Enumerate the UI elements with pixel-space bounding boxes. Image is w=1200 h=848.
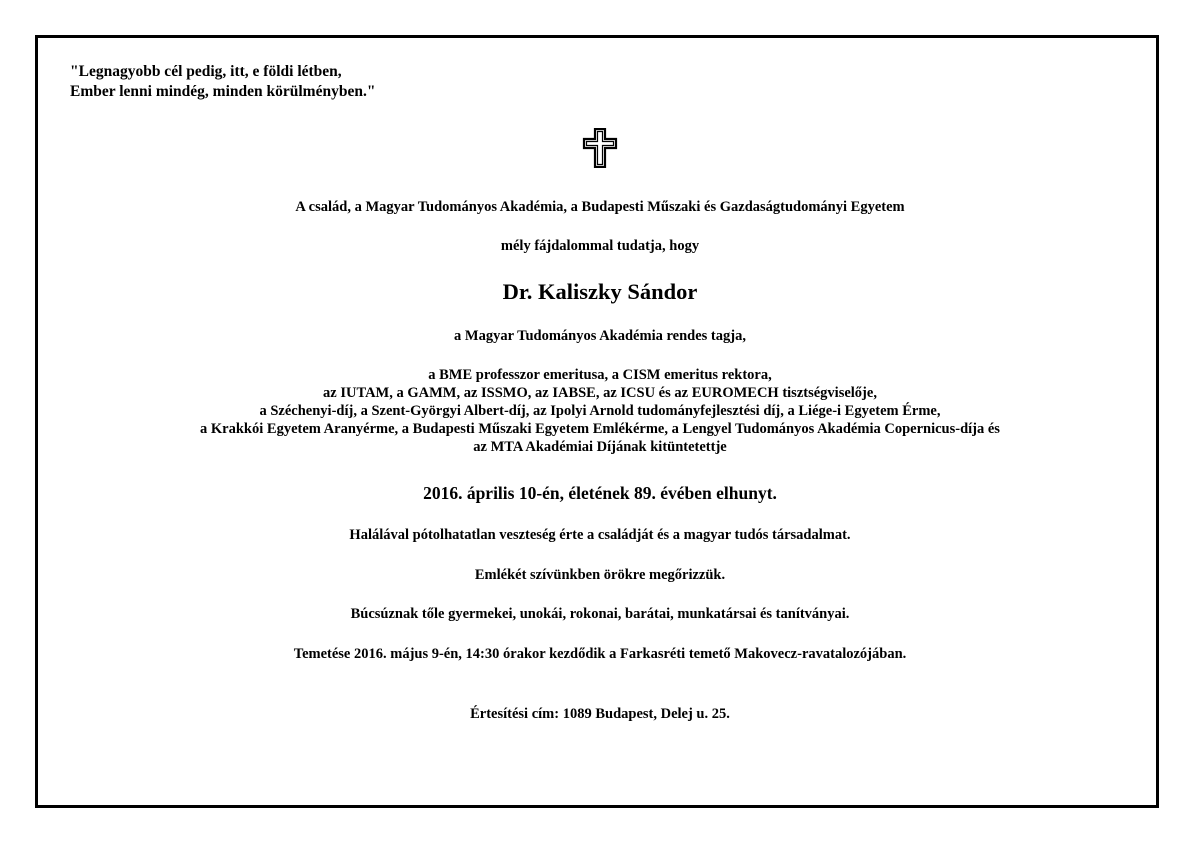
titles-line: a BME professzor emeritusa, a CISM emeritus rektora, [428, 367, 772, 383]
death-line: 2016. április 10-én, életének 89. évében elhunyt. [423, 483, 777, 503]
memory-line: Emlékét szívünkben örökre megőrizzük. [474, 567, 726, 583]
titles-line: az MTA Akadémiai Díjának kitüntetettje [473, 439, 727, 455]
address-line: Értesítési cím: 1089 Budapest, Delej u. 25. [470, 706, 730, 722]
motto-line-1: "Legnagyobb cél pedig, itt, e földi létben, [70, 63, 342, 80]
cross-icon [582, 128, 618, 168]
announce-line: mély fájdalommal tudatja, hogy [500, 238, 700, 254]
titles-line: a Széchenyi-díj, a Szent-Györgyi Albert-díj, az Ipolyi Arnold tudományfejlesztési díj, a Liége-i Egyetem Érme, [259, 403, 941, 419]
farewell-line: Búcsúznak tőle gyermekei, unokái, rokonai, barátai, munkatársai és tanítványai. [350, 606, 850, 622]
titles-block [0, 366, 1200, 456]
deceased-name: Dr. Kaliszky Sándor [502, 279, 698, 304]
motto-quote [70, 62, 375, 102]
loss-line: Halálával pótolhatatlan veszteség érte a családját és a magyar tudós társadalmat. [349, 527, 851, 543]
motto-line-2: Ember lenni mindég, minden körülményben." [70, 83, 376, 100]
announcers-line: A család, a Magyar Tudományos Akadémia, a Budapesti Műszaki és Gazdaságtudományi Egyetem [295, 199, 905, 215]
funeral-line: Temetése 2016. május 9-én, 14:30 órakor kezdődik a Farkasréti temető Makovecz-ravatalozójában. [293, 646, 907, 662]
titles-line: a Krakkói Egyetem Aranyérme, a Budapesti Műszaki Egyetem Emlékérme, a Lengyel Tudományos Akadémia Copernicus-díja és [200, 421, 1000, 437]
titles-line: az IUTAM, a GAMM, az ISSMO, az IABSE, az ICSU és az EUROMECH tisztségviselője, [323, 385, 877, 401]
membership-line: a Magyar Tudományos Akadémia rendes tagja, [454, 328, 746, 344]
